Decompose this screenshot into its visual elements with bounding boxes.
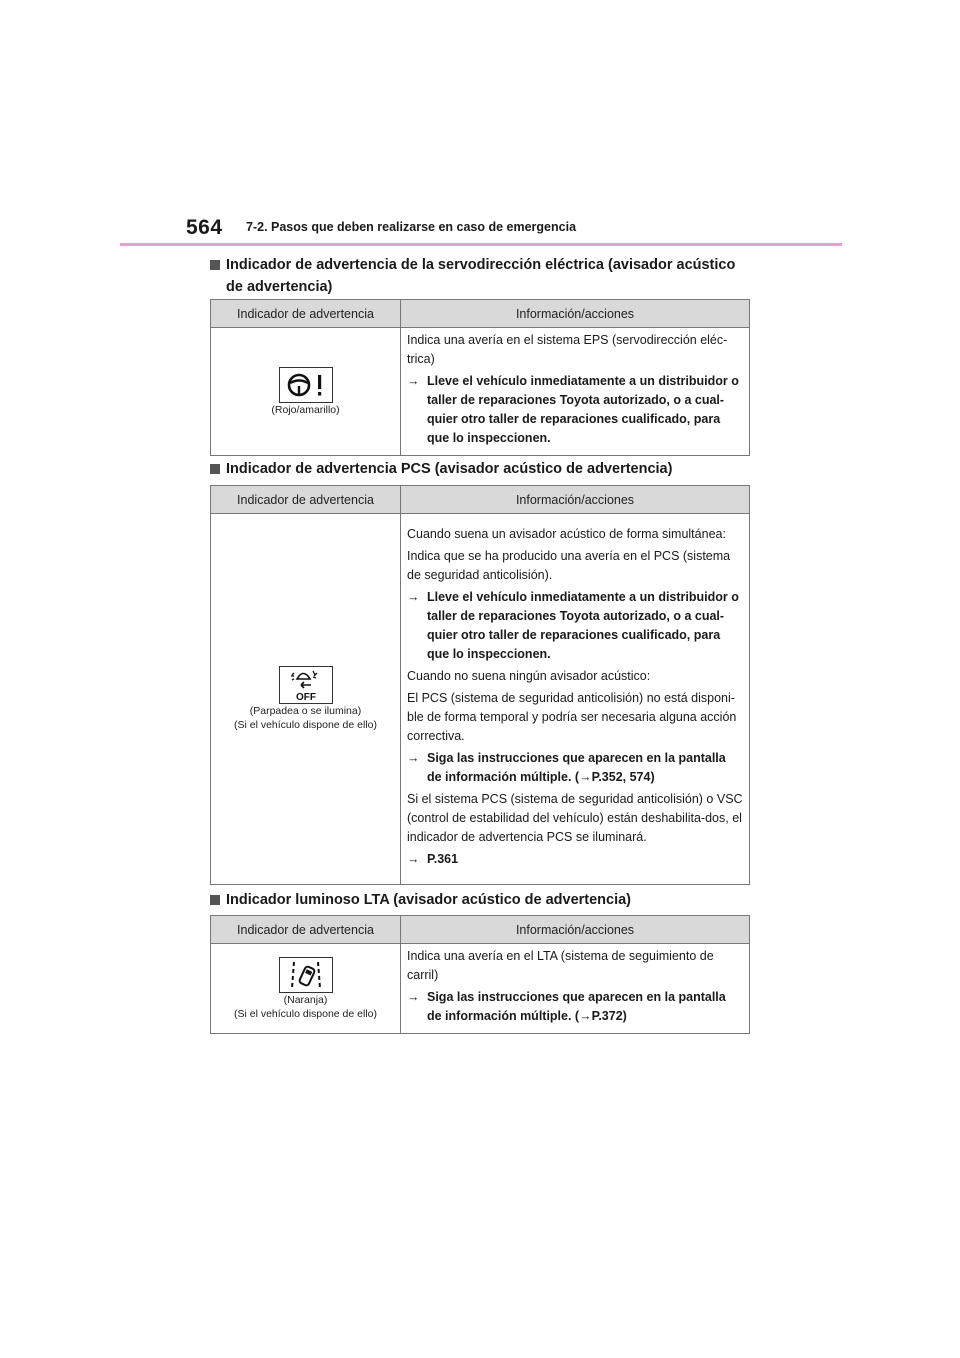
action-item <box>407 588 743 664</box>
square-bullet-icon <box>210 895 220 905</box>
section-heading-pcs <box>210 458 750 480</box>
section-heading-eps <box>210 254 750 298</box>
pcs-warning-table <box>210 485 750 885</box>
steering-warning-icon <box>279 367 333 403</box>
icon-caption: (Rojo/amarillo) <box>271 403 340 416</box>
arrow-icon: → <box>407 374 420 388</box>
icon-caption: (Naranja) <box>283 993 328 1006</box>
table-row <box>211 944 750 1034</box>
square-bullet-icon <box>210 464 220 474</box>
chapter-title: 7-2. Pasos que deben realizarse en caso de emergencia <box>246 220 577 234</box>
column-header-indicator: Indicador de advertencia <box>211 916 401 944</box>
table-row <box>211 328 750 456</box>
info-cell <box>401 944 750 1034</box>
info-text: Indica una avería en el sistema EPS (servodirección eléc-trica) <box>407 333 728 366</box>
indicator-cell <box>211 514 401 885</box>
column-header-info: Información/acciones <box>401 300 750 328</box>
section-heading-lta <box>210 889 750 911</box>
table-header-row <box>211 486 750 514</box>
heading-text: Indicador luminoso LTA (avisador acústico de advertencia) <box>226 892 632 908</box>
action-item <box>407 749 743 787</box>
column-header-info: Información/acciones <box>401 916 750 944</box>
table-header-row <box>211 300 750 328</box>
column-header-indicator: Indicador de advertencia <box>211 486 401 514</box>
arrow-icon: → <box>407 590 420 604</box>
column-header-info: Información/acciones <box>401 486 750 514</box>
action-item <box>407 988 743 1026</box>
table-row <box>211 514 750 885</box>
info-text: Cuando suena un avisador acústico de forma simultánea: <box>407 527 726 541</box>
info-text: Cuando no suena ningún avisador acústico: <box>407 669 651 683</box>
arrow-icon: → <box>407 990 420 1004</box>
icon-caption: (Si el vehículo dispone de ello) <box>233 1007 377 1020</box>
action-text: Lleve el vehículo inmediatamente a un distribuidor o taller de reparaciones Toyota autorizado, o a cual-quier otro taller de reparaciones cualificado, para que lo inspeccionen. <box>427 590 739 661</box>
off-label: OFF <box>295 692 316 703</box>
action-text: P.361 <box>427 852 459 866</box>
arrow-icon: → <box>407 852 420 866</box>
eps-warning-table <box>210 299 750 456</box>
heading-text: Indicador de advertencia de la servodirección eléctrica (avisador acústico de advertencia) <box>226 257 736 295</box>
info-text: Indica que se ha producido una avería en el PCS (sistema de seguridad anticolisión). <box>407 549 731 582</box>
action-text: Siga las instrucciones que aparecen en la pantalla de información múltiple. (→P.372) <box>427 990 726 1023</box>
icon-caption: (Parpadea o se ilumina) <box>249 705 362 717</box>
indicator-cell <box>211 944 401 1034</box>
indicator-cell <box>211 328 401 456</box>
lta-lane-icon <box>279 957 333 993</box>
lta-warning-table <box>210 915 750 1034</box>
action-text: Lleve el vehículo inmediatamente a un distribuidor o taller de reparaciones Toyota autorizado, o a cual-quier otro taller de reparaciones cualificado, para que lo inspeccionen. <box>427 374 739 445</box>
info-text: El PCS (sistema de seguridad anticolisión) no está disponi-ble de forma temporal y podría ser necesaria alguna acción correctiva. <box>407 691 737 743</box>
info-text: Indica una avería en el LTA (sistema de seguimiento de carril) <box>407 949 714 982</box>
arrow-icon: → <box>407 751 420 765</box>
icon-caption: (Si el vehículo dispone de ello) <box>233 719 377 731</box>
action-text: Siga las instrucciones que aparecen en la pantalla de información múltiple. (→P.352, 574) <box>427 751 726 784</box>
pcs-off-icon <box>279 666 333 704</box>
heading-text: Indicador de advertencia PCS (avisador acústico de advertencia) <box>226 461 673 477</box>
table-header-row <box>211 916 750 944</box>
square-bullet-icon <box>210 260 220 270</box>
info-cell <box>401 514 750 885</box>
info-text: Si el sistema PCS (sistema de seguridad anticolisión) o VSC (control de estabilidad del vehículo) están deshabilita-dos, el indicador de advertencia PCS se iluminará. <box>407 792 743 844</box>
page-number: 564 <box>186 216 223 239</box>
header-rule <box>120 243 842 246</box>
info-cell <box>401 328 750 456</box>
action-item <box>407 850 743 869</box>
action-item <box>407 372 743 448</box>
column-header-indicator: Indicador de advertencia <box>211 300 401 328</box>
